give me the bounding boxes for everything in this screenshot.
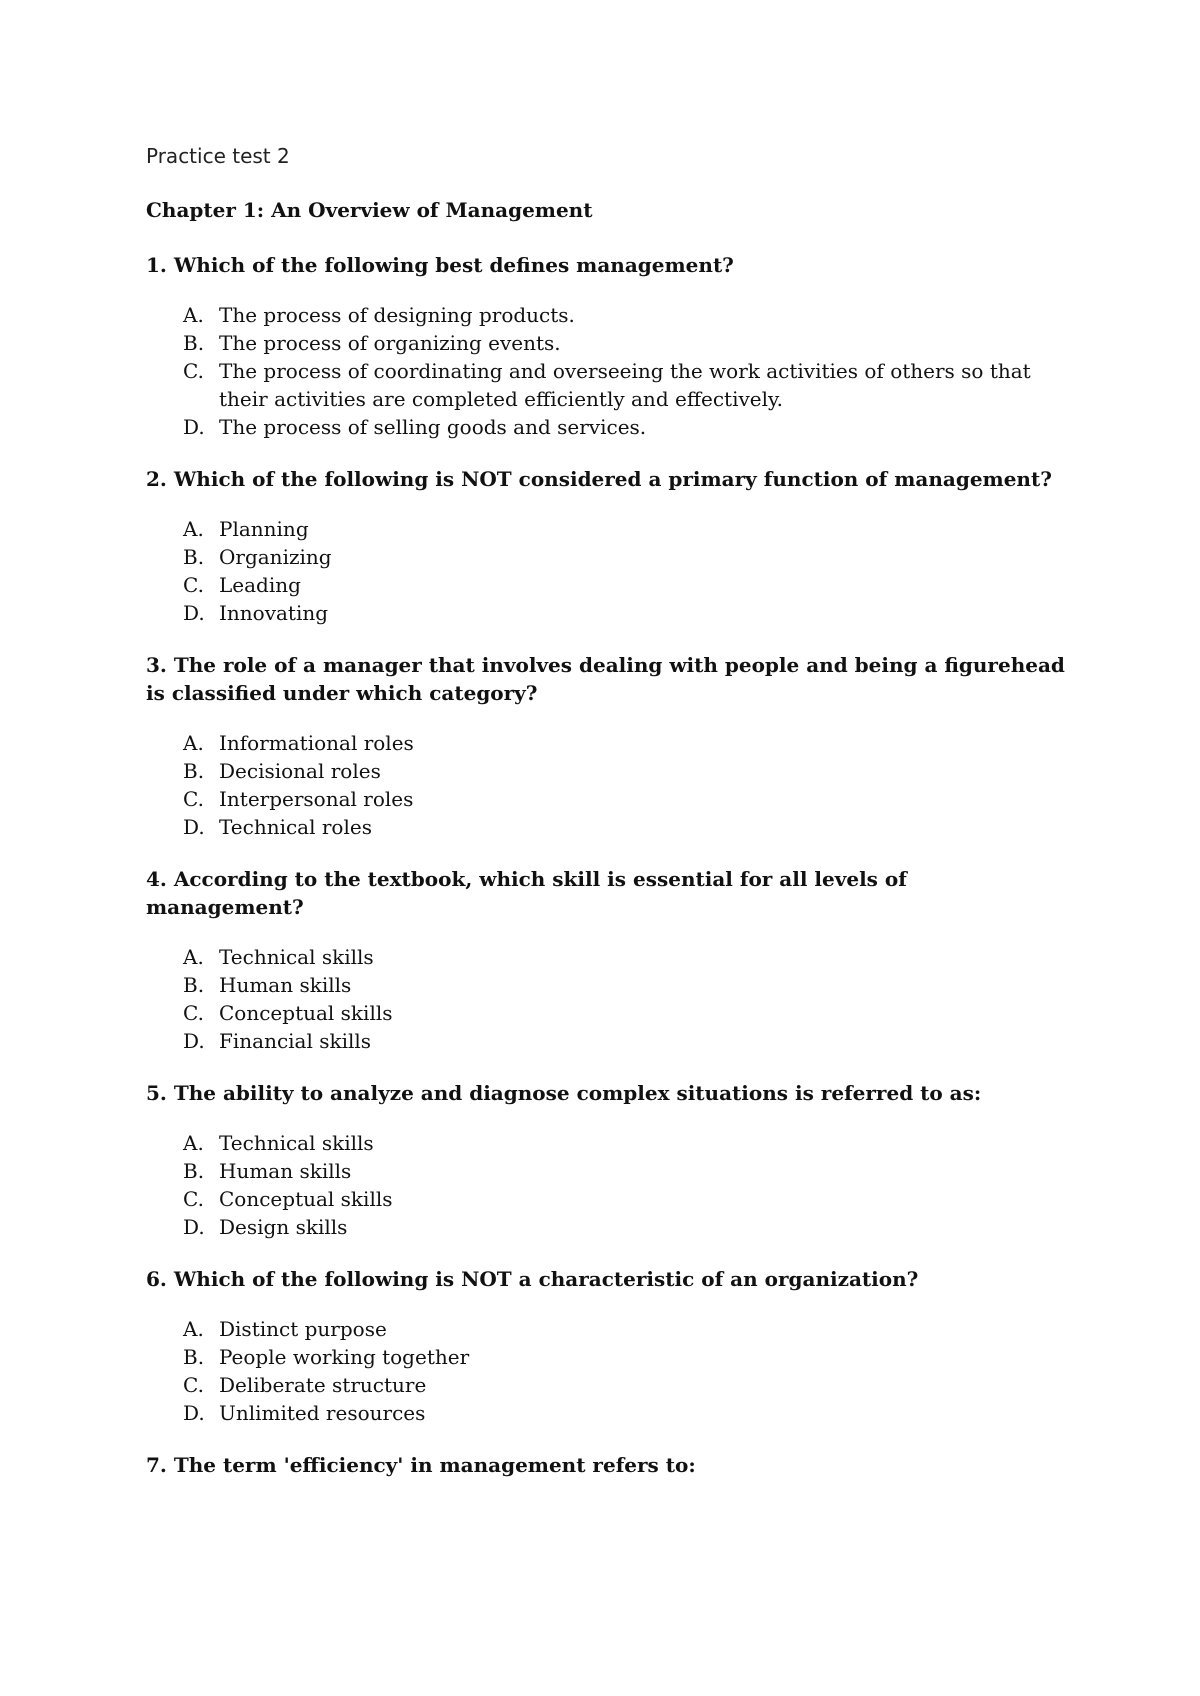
option-text: Financial skills [219,1029,372,1053]
question-7 [146,1451,1066,1479]
option-letter: C. [183,359,204,383]
option-text: Innovating [219,601,329,625]
option-text: The process of organizing events. [219,331,561,355]
answer-options [146,301,1066,441]
question-text: 5. The ability to analyze and diagnose complex situations is referred to as: [146,1081,982,1105]
option-letter: D. [183,815,205,839]
answer-options [146,1129,1066,1241]
option-text: Human skills [219,1159,352,1183]
option-text: Interpersonal roles [219,787,414,811]
question-1 [146,251,1066,441]
option-letter: C. [183,1001,204,1025]
question-text: 2. Which of the following is NOT considered a primary function of management? [146,467,1052,491]
answer-option-c [146,1185,1066,1213]
option-letter: B. [183,545,205,569]
answer-option-d [146,1399,1066,1427]
option-letter: D. [183,1215,205,1239]
answer-options [146,515,1066,627]
document-content [146,142,1066,1501]
answer-option-c [146,785,1066,813]
option-letter: B. [183,331,205,355]
answer-option-c [146,571,1066,599]
option-text: Organizing [219,545,332,569]
answer-option-b [146,971,1066,999]
option-text: Conceptual skills [219,1187,393,1211]
answer-options [146,729,1066,841]
option-text: Unlimited resources [219,1401,426,1425]
option-text: Technical skills [219,945,374,969]
option-letter: B. [183,1345,205,1369]
answer-options [146,943,1066,1055]
answer-option-a [146,301,1066,329]
option-text: The process of designing products. [219,303,575,327]
answer-option-a [146,1129,1066,1157]
question-6 [146,1265,1066,1427]
option-text: Distinct purpose [219,1317,387,1341]
answer-option-c [146,1371,1066,1399]
option-letter: A. [183,1317,204,1341]
option-letter: A. [183,303,204,327]
answer-option-d [146,599,1066,627]
option-text: Technical roles [219,815,372,839]
option-text: Leading [219,573,301,597]
answer-option-b [146,1343,1066,1371]
option-letter: D. [183,1029,205,1053]
option-text: Deliberate structure [219,1373,427,1397]
answer-option-c [146,357,1066,413]
question-text: 7. The term 'efficiency' in management refers to: [146,1453,696,1477]
option-letter: A. [183,517,204,541]
option-text: Design skills [219,1215,348,1239]
option-letter: C. [183,1187,204,1211]
option-text: Planning [219,517,309,541]
option-letter: C. [183,1373,204,1397]
option-letter: B. [183,973,205,997]
option-text: The process of coordinating and overseeing the work activities of others so that their activities are completed efficiently and effectively. [219,359,1031,411]
answer-option-d [146,1027,1066,1055]
answer-option-a [146,943,1066,971]
option-letter: D. [183,415,205,439]
option-letter: D. [183,1401,205,1425]
answer-option-b [146,329,1066,357]
option-letter: B. [183,1159,205,1183]
question-text: 4. According to the textbook, which skill is essential for all levels of management? [146,867,907,919]
answer-option-b [146,543,1066,571]
option-letter: C. [183,787,204,811]
question-4 [146,865,1066,1055]
chapter-heading: Chapter 1: An Overview of Management [146,198,593,222]
option-text: Technical skills [219,1131,374,1155]
answer-option-d [146,413,1066,441]
option-letter: C. [183,573,204,597]
option-text: Decisional roles [219,759,381,783]
question-text: 1. Which of the following best defines management? [146,253,734,277]
answer-option-a [146,515,1066,543]
option-text: The process of selling goods and services. [219,415,647,439]
question-3 [146,651,1066,841]
document-title: Practice test 2 [146,144,290,168]
question-2 [146,465,1066,627]
answer-option-a [146,729,1066,757]
question-text: 6. Which of the following is NOT a characteristic of an organization? [146,1267,919,1291]
option-text: People working together [219,1345,470,1369]
option-letter: A. [183,1131,204,1155]
answer-option-b [146,1157,1066,1185]
option-letter: B. [183,759,205,783]
answer-option-d [146,813,1066,841]
answer-options [146,1315,1066,1427]
option-letter: D. [183,601,205,625]
answer-option-b [146,757,1066,785]
option-text: Conceptual skills [219,1001,393,1025]
option-text: Informational roles [219,731,414,755]
option-letter: A. [183,731,204,755]
question-text: 3. The role of a manager that involves dealing with people and being a figurehead is classified under which category? [146,653,1065,705]
option-text: Human skills [219,973,352,997]
answer-option-d [146,1213,1066,1241]
answer-option-a [146,1315,1066,1343]
question-5 [146,1079,1066,1241]
option-letter: A. [183,945,204,969]
answer-option-c [146,999,1066,1027]
